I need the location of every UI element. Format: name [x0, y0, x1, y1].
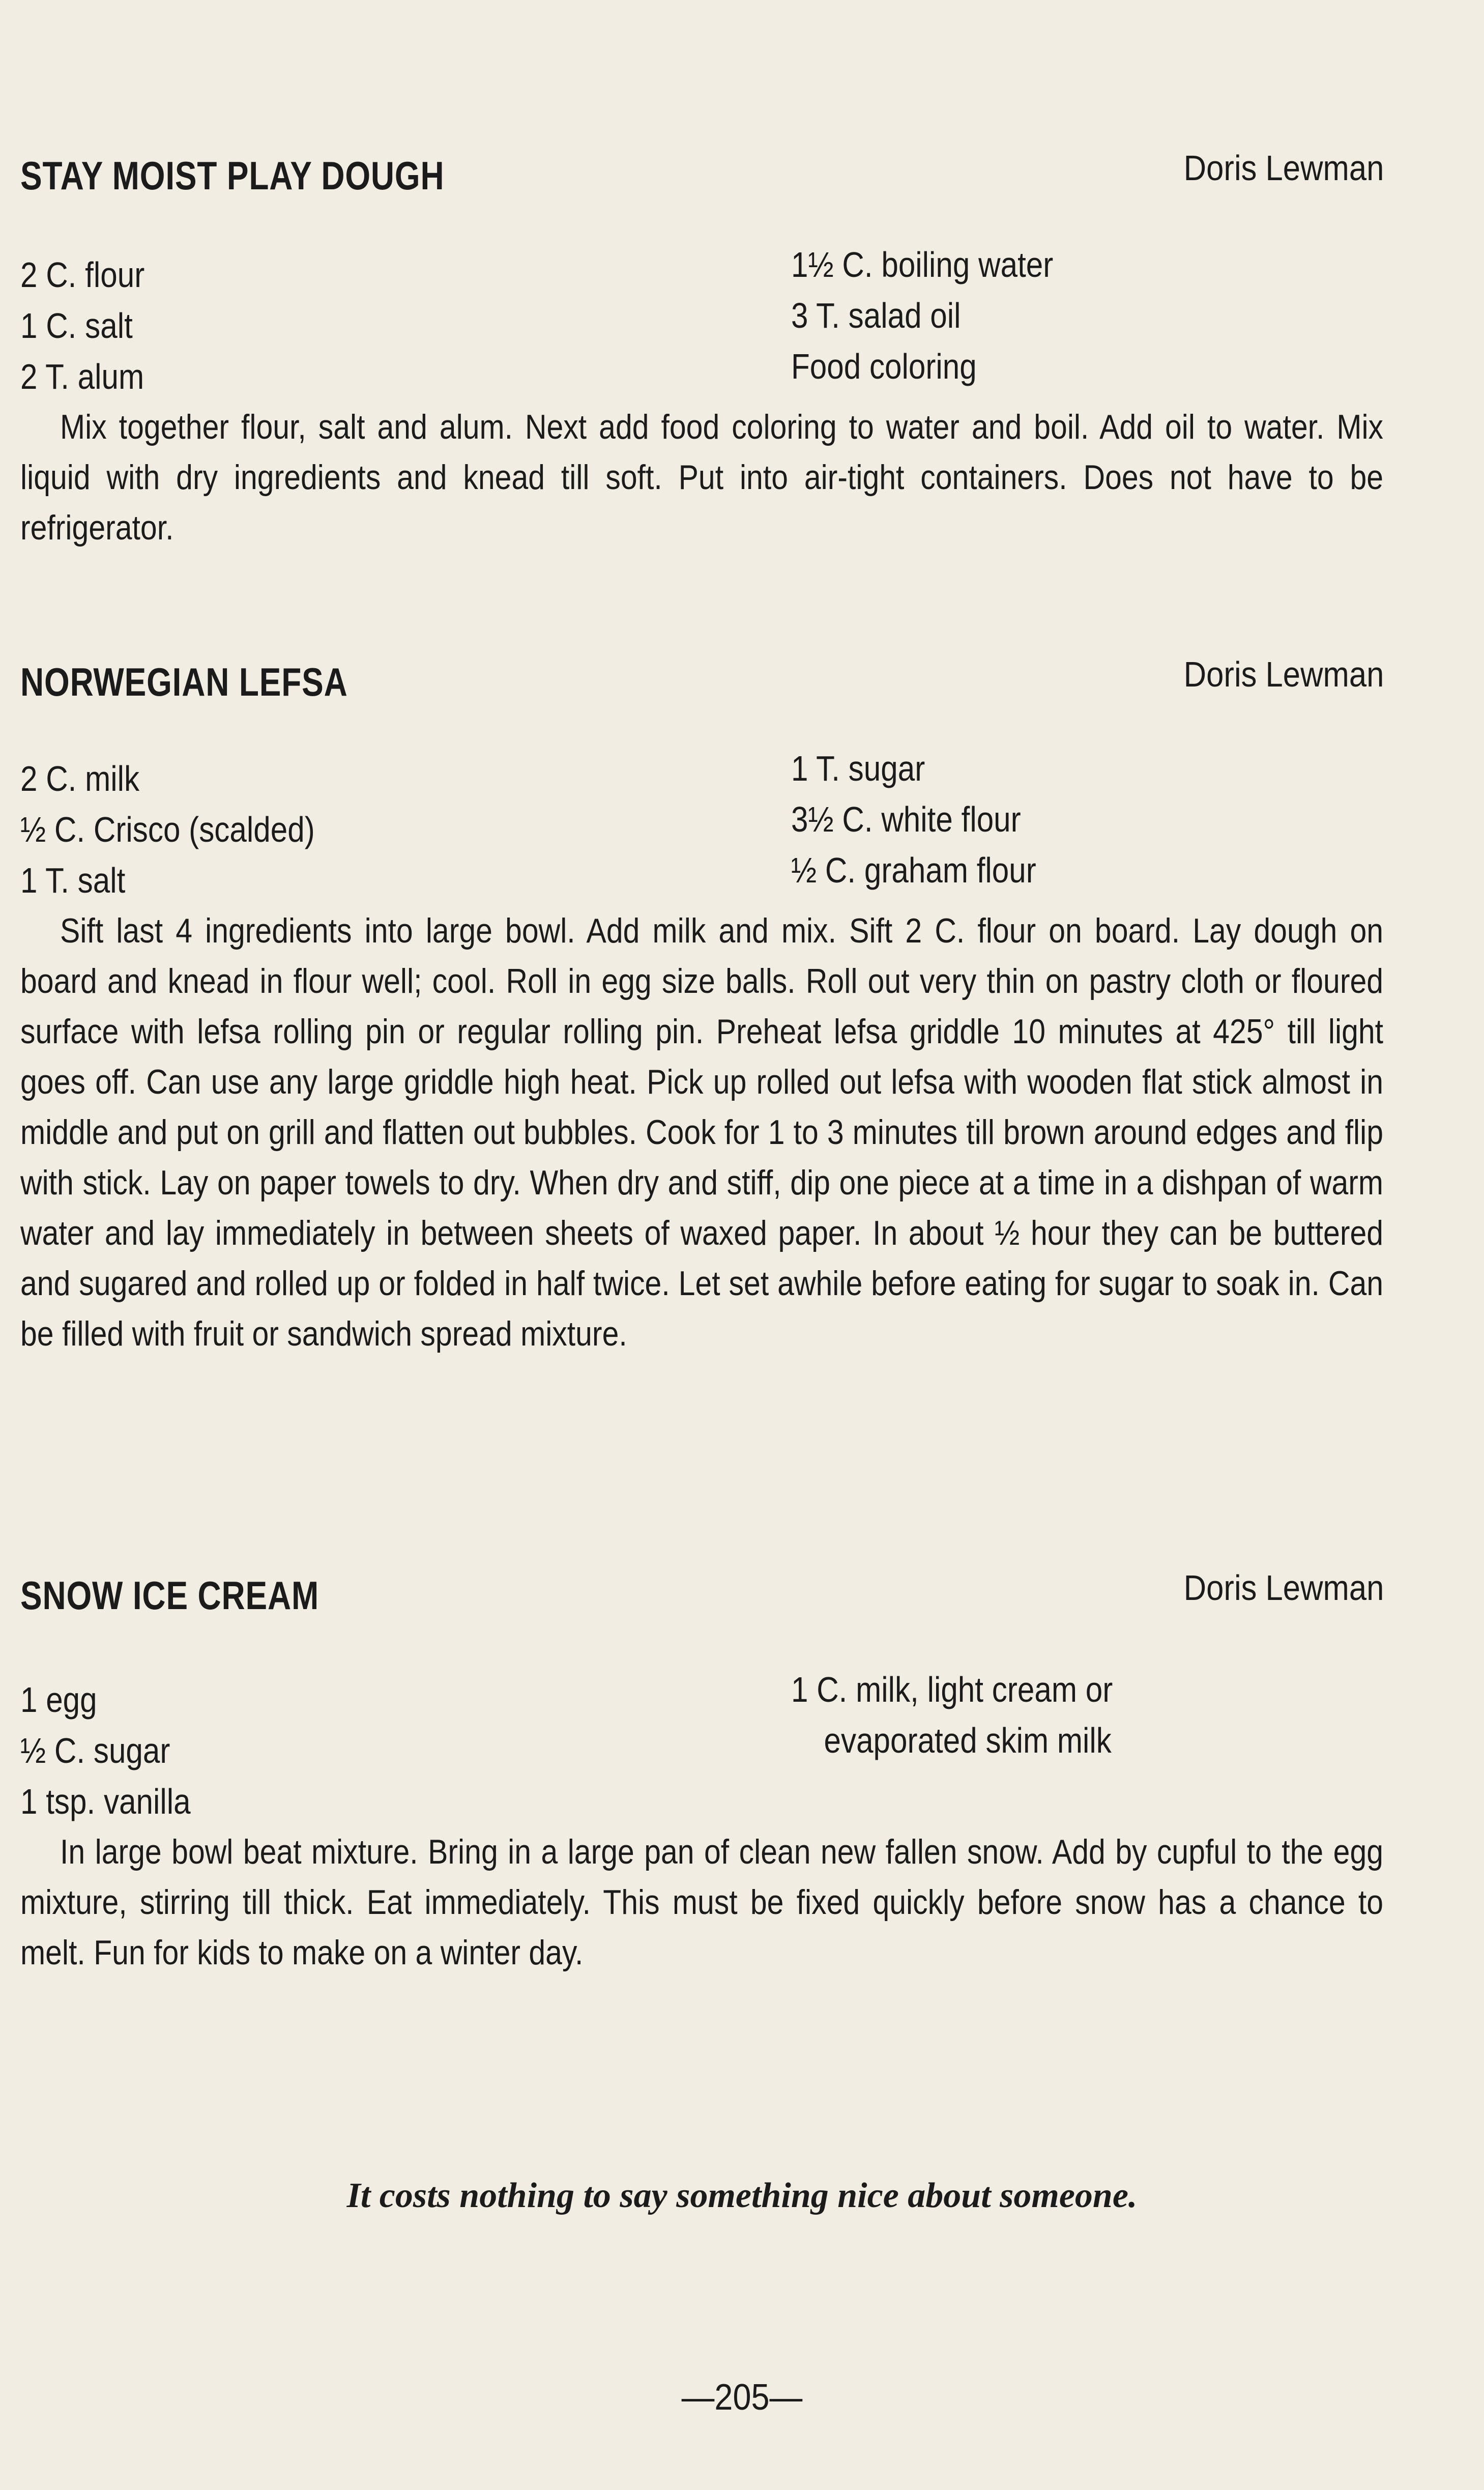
- recipe-header: [20, 148, 1384, 204]
- ingredient: 2 T. alum: [20, 357, 144, 396]
- recipe-directions: Sift last 4 ingredients into large bowl. Add milk and mix. Sift 2 C. flour on board. Lay dough on board and knead in flour well; cool. Roll in egg size balls. Roll out very thin on pastry cloth or floured surface with lefsa rolling pin or regular rolling pin. Preheat lefsa griddle 10 minutes at 425° till light goes off. Can use any large griddle high heat. Pick up rolled out lefsa with wooden flat stick almost in middle and put on grill and flatten out bubbles. Cook for 1 to 3 minutes till brown around edges and flip with stick. Lay on paper towels to dry. When dry and stiff, dip one piece at a time in a dishpan of warm water and lay immediately in between sheets of waxed paper. In about ½ hour they can be buttered and sugared and rolled up or folded in half twice. Let set awhile before eating for sugar to soak in. Can be filled with fruit or sandwich spread mixture.: [20, 911, 1384, 1353]
- ingredient: 1 egg: [20, 1680, 97, 1720]
- ingredients-right-column: [791, 743, 1036, 896]
- ingredients-left-column: [20, 753, 315, 906]
- recipe-title: SNOW ICE CREAM: [20, 1573, 319, 1618]
- recipe-title: NORWEGIAN LEFSA: [20, 660, 348, 704]
- page-number: —205—: [681, 2377, 803, 2418]
- ingredient: 1 T. sugar: [791, 749, 925, 788]
- recipe-author: Doris Lewman: [1183, 1568, 1384, 1608]
- recipe-author: Doris Lewman: [1183, 654, 1384, 694]
- ingredient-list: [20, 749, 1384, 906]
- recipe-play-dough: [20, 148, 1384, 553]
- ingredient: ½ C. graham flour: [791, 850, 1036, 890]
- ingredient: evaporated skim milk: [824, 1721, 1112, 1760]
- ingredients-right-column: [791, 239, 1053, 392]
- ingredient: ½ C. Crisco (scalded): [20, 810, 315, 849]
- ingredient: 3 T. salad oil: [791, 296, 961, 335]
- recipe-title: STAY MOIST PLAY DOUGH: [20, 153, 445, 198]
- recipe-header: [20, 654, 1384, 710]
- ingredients-left-column: [20, 249, 144, 402]
- ingredient: ½ C. sugar: [20, 1731, 170, 1770]
- ingredient: 3½ C. white flour: [791, 799, 1021, 839]
- ingredients-left-column: [20, 1674, 191, 1827]
- ingredient: 1½ C. boiling water: [791, 245, 1054, 284]
- recipe-author: Doris Lewman: [1183, 148, 1384, 188]
- ingredients-right-column: [791, 1664, 1113, 1766]
- ingredient: 1 tsp. vanilla: [20, 1782, 191, 1821]
- ingredient: 2 C. flour: [20, 255, 145, 295]
- ingredient-list: [20, 1670, 1384, 1827]
- ingredient: 1 T. salt: [20, 861, 126, 900]
- ingredient-list: [20, 245, 1384, 402]
- ingredient: 1 C. salt: [20, 306, 133, 346]
- recipe-directions: Mix together flour, salt and alum. Next add food coloring to water and boil. Add oil to water. Mix liquid with dry ingredients and knead till soft. Put into air-tight containers. Does not have to be refrigerator.: [20, 408, 1384, 547]
- ingredient: 1 C. milk, light cream or: [791, 1670, 1113, 1709]
- ingredient: Food coloring: [791, 347, 977, 386]
- recipe-snow-ice-cream: [20, 1567, 1384, 1978]
- ingredient: 2 C. milk: [20, 759, 140, 798]
- recipe-norwegian-lefsa: [20, 654, 1384, 1359]
- recipe-directions: In large bowl beat mixture. Bring in a large pan of clean new fallen snow. Add by cupful to the egg mixture, stirring till thick. Eat immediately. This must be fixed quickly before snow has a chance to melt. Fun for kids to make on a winter day.: [20, 1833, 1384, 1972]
- footer-quote: It costs nothing to say something nice about someone.: [346, 2176, 1138, 2215]
- recipe-header: [20, 1567, 1384, 1623]
